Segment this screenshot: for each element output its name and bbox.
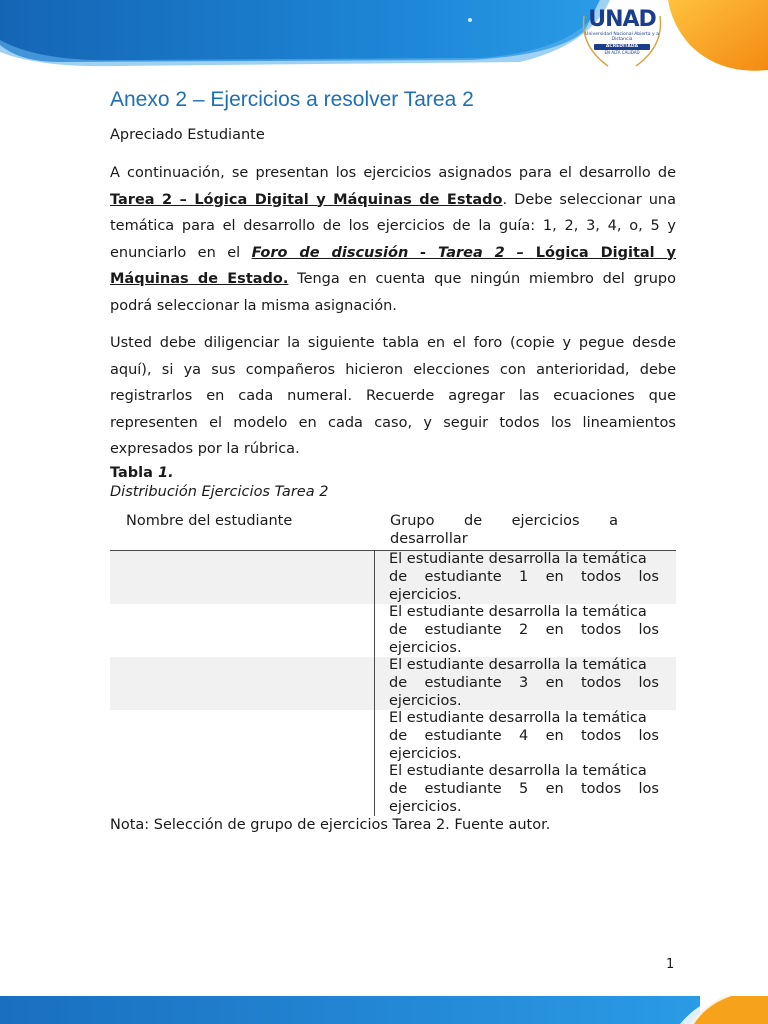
table-cell-group: El estudiante desarrolla la temática de estudiante 1 en todos los ejercicios. — [389, 551, 659, 603]
page-title: Anexo 2 – Ejercicios a resolver Tarea 2 — [110, 88, 474, 111]
table-note: Nota: Selección de grupo de ejercicios Tarea 2. Fuente autor. — [110, 817, 551, 833]
logo-accreditation-sub: EN ALTA CALIDAD — [604, 50, 640, 55]
instructions-paragraph: Usted debe diligenciar la siguiente tabla en el foro (copie y pegue desde aquí), si ya sus compañeros hicieron elecciones con anterioridad, debe registrarlos en cada numeral. Recuerde agregar las ecuaciones que representen el modelo en cada caso, y seguir todos los lineamientos expresados por la rúbrica. — [110, 335, 676, 457]
table-row — [110, 551, 676, 604]
logo-university-name: Universidad Nacional Abierta y a Distancia — [585, 32, 659, 42]
table-cell-group: El estudiante desarrolla la temática de estudiante 4 en todos los ejercicios. — [389, 710, 659, 762]
table-label: Tabla 1. — [110, 465, 174, 481]
table-row — [110, 710, 676, 763]
intro-paragraph — [110, 160, 676, 319]
table-cell-group: El estudiante desarrolla la temática de estudiante 5 en todos los ejercicios. — [389, 763, 659, 815]
page-number: 1 — [666, 957, 675, 972]
table-row — [110, 763, 676, 816]
intro-task-title: Tarea 2 – Lógica Digital y Máquinas de Estado — [110, 191, 503, 208]
forum-link-text: Foro de discusión - Tarea 2 – — [251, 244, 536, 261]
logo-laurel-icon — [578, 6, 666, 70]
table-header-group: Grupo de ejercicios a desarrollar — [390, 513, 618, 547]
table-cell-group: El estudiante desarrolla la temática de estudiante 2 en todos los ejercicios. — [389, 604, 659, 656]
logo-accreditation: ACREDITADA — [594, 44, 650, 50]
table-caption: Distribución Ejercicios Tarea 2 — [110, 484, 329, 500]
table-row — [110, 657, 676, 710]
intro-text-a: A continuación, se presentan los ejercicios asignados para el desarrollo de — [110, 165, 676, 181]
intro-text-f: Tenga en cuenta que ningún miembro del grupo podrá seleccionar la misma asignación. — [110, 271, 676, 314]
intro-text-c: . Debe seleccionar una temática para el desarrollo de los ejercicios de la guía: 1, 2, 3, 4, o, 5 y enunciarlo en el — [110, 191, 676, 261]
table-row — [110, 604, 676, 657]
greeting: Apreciado Estudiante — [110, 127, 265, 143]
footer-banner — [0, 994, 768, 1024]
forum-topic-text: Lógica Digital y Máquinas de Estado. — [110, 244, 676, 287]
table-cell-group: El estudiante desarrolla la temática de estudiante 3 en todos los ejercicios. — [389, 657, 659, 709]
logo-wordmark: UNAD — [588, 7, 656, 32]
table-header-student: Nombre del estudiante — [126, 513, 293, 529]
table-column-divider — [374, 550, 375, 816]
